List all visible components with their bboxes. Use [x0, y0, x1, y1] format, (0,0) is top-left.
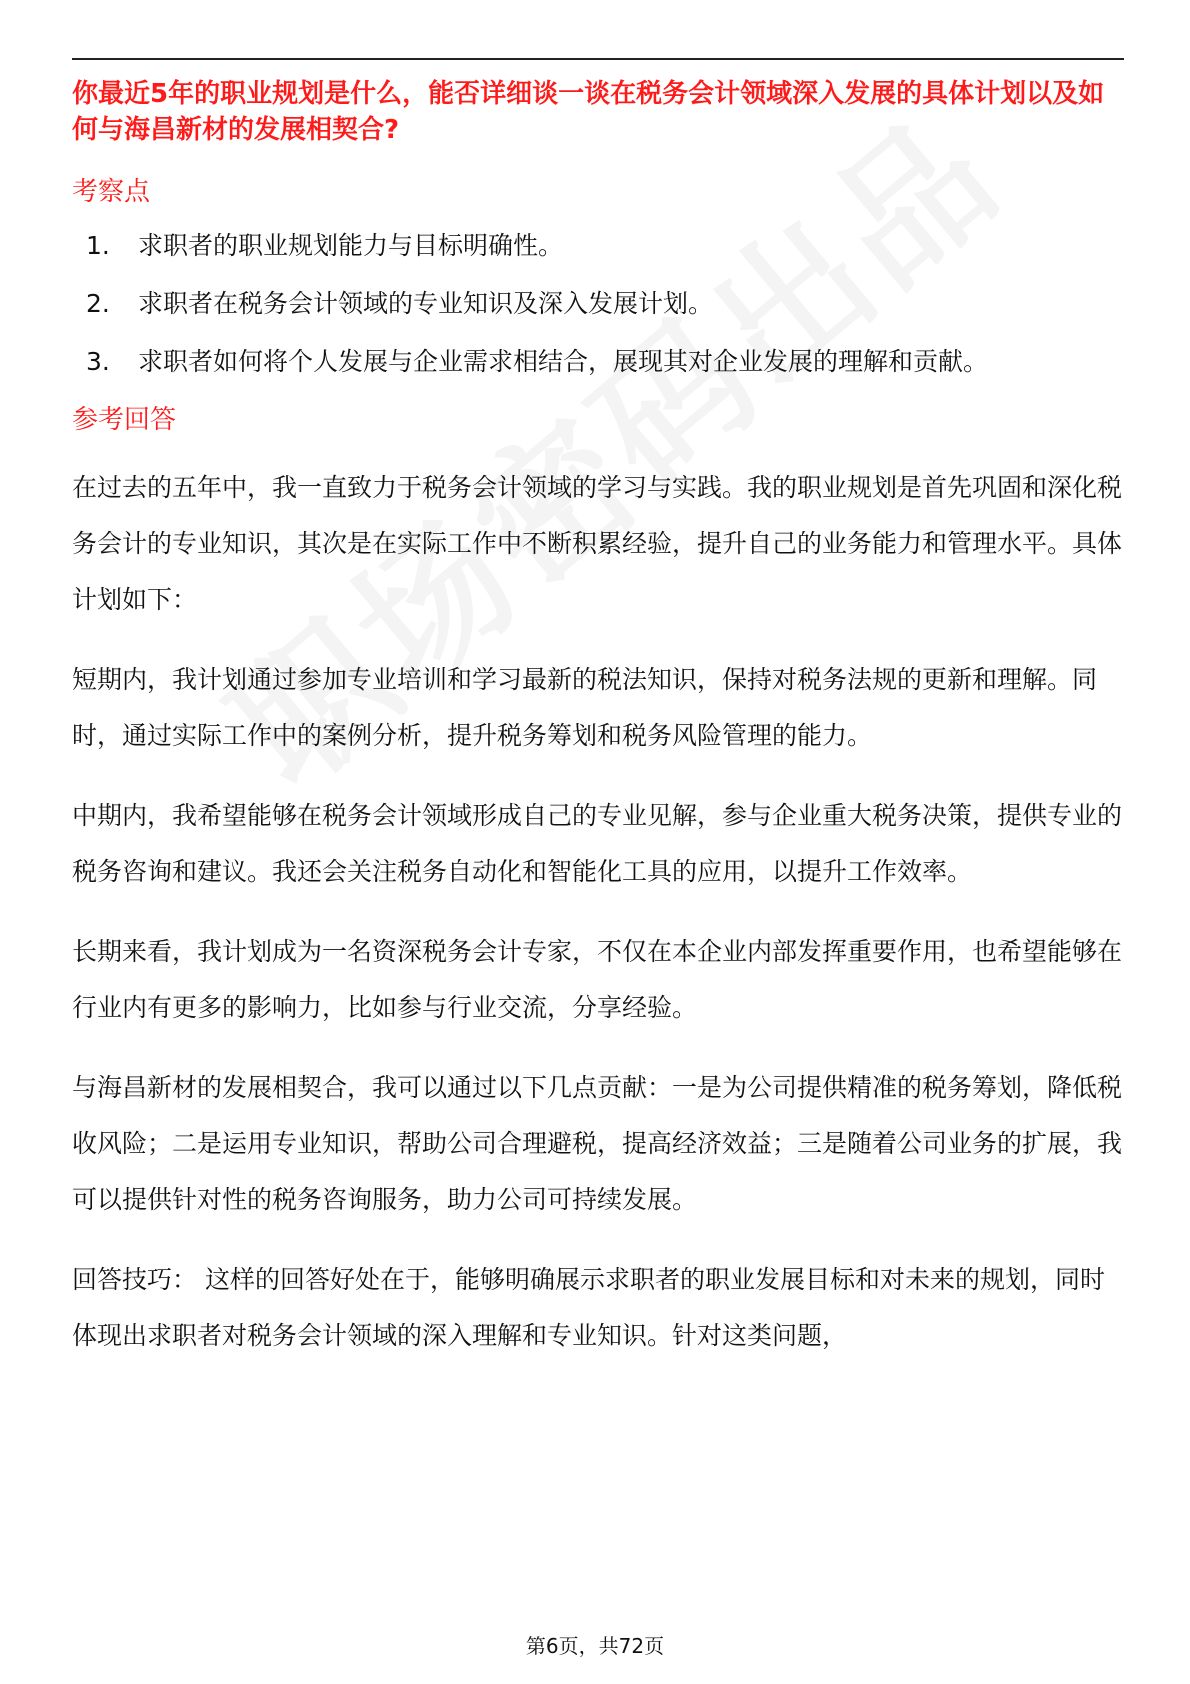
answer-tips-paragraph: 回答技巧： 这样的回答好处在于，能够明确展示求职者的职业发展目标和对未来的规划，同时体现出求职者对税务会计领域的深入理解和专业知识。针对这类问题， — [72, 1265, 1105, 1350]
list-item-number: 3. — [86, 347, 110, 376]
points-list — [72, 228, 1132, 380]
list-item-text: 求职者的职业规划能力与目标明确性。 — [138, 231, 564, 260]
answer-paragraph: 长期来看，我计划成为一名资深税务会计专家，不仅在本企业内部发挥重要作用，也希望能够在行业内有更多的影响力，比如参与行业交流，分享经验。 — [72, 937, 1123, 1022]
question-title: 你最近5年的职业规划是什么，能否详细谈一谈在税务会计领域深入发展的具体计划以及如何与海昌新材的发展相契合? — [72, 79, 1105, 145]
top-rule — [72, 58, 1124, 60]
answer-heading: 参考回答 — [72, 405, 177, 435]
page-footer: 第6页，共72页 — [525, 1634, 665, 1658]
list-item-number: 1. — [86, 231, 110, 260]
list-item-text: 求职者如何将个人发展与企业需求相结合，展现其对企业发展的理解和贡献。 — [138, 347, 989, 376]
answer-paragraph: 在过去的五年中，我一直致力于税务会计领域的学习与实践。我的职业规划是首先巩固和深化税务会计的专业知识，其次是在实际工作中不断积累经验，提升自己的业务能力和管理水平。具体计划如下： — [72, 473, 1123, 614]
points-heading: 考察点 — [72, 177, 151, 207]
page-content — [72, 76, 1132, 1364]
list-item — [72, 228, 1132, 264]
answer-paragraph: 与海昌新材的发展相契合，我可以通过以下几点贡献：一是为公司提供精准的税务筹划，降低税收风险；二是运用专业知识，帮助公司合理避税，提高经济效益；三是随着公司业务的扩展，我可以提供针对性的税务咨询服务，助力公司可持续发展。 — [72, 1073, 1123, 1214]
list-item — [72, 344, 1132, 380]
list-item-number: 2. — [86, 289, 110, 318]
list-item-text: 求职者在税务会计领域的专业知识及深入发展计划。 — [138, 289, 714, 318]
answer-paragraph: 中期内，我希望能够在税务会计领域形成自己的专业见解，参与企业重大税务决策，提供专业的税务咨询和建议。我还会关注税务自动化和智能化工具的应用，以提升工作效率。 — [72, 801, 1123, 886]
list-item — [72, 286, 1132, 322]
answer-paragraph: 短期内，我计划通过参加专业培训和学习最新的税法知识，保持对税务法规的更新和理解。同时，通过实际工作中的案例分析，提升税务筹划和税务风险管理的能力。 — [72, 665, 1098, 750]
